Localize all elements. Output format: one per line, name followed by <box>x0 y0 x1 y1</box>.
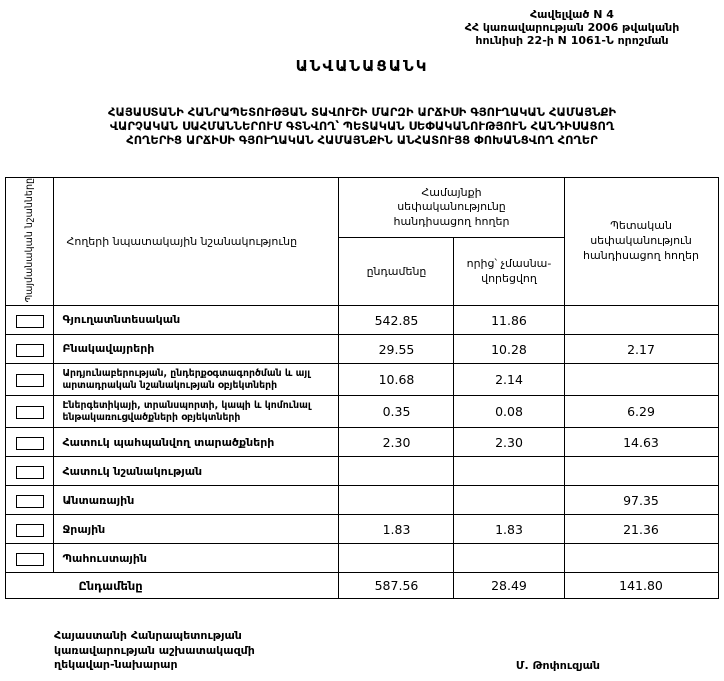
document-footer <box>0 629 724 672</box>
non-privatized-sum: 28.49 <box>454 573 564 599</box>
table-row <box>6 486 718 515</box>
legend-symbol-box <box>16 315 44 328</box>
non-privatized-value <box>454 486 564 515</box>
legend-symbol-box <box>16 495 44 508</box>
legend-symbol-box <box>16 524 44 537</box>
symbols-column-header <box>6 177 54 305</box>
signatory-name: Մ. Թոփուզյան <box>515 659 600 673</box>
symbol-cell <box>6 515 54 544</box>
subtitle-line-3: ՀՈՂԵՐԻՑ ԱՐՃԻՍԻ ԳՅՈՒՂԱԿԱՆ ՀԱՄԱՅՆՔԻՆ ԱՆՀԱՏՈՒՅՑ ՓՈԽԱՆՑՎՈՂ ՀՈՂԵՐ <box>126 132 598 147</box>
symbol-cell <box>6 306 54 335</box>
state-value <box>564 364 718 396</box>
legend-symbol-box <box>16 374 44 387</box>
community-total-value: 2.30 <box>339 428 454 457</box>
land-category-label: Ջրային <box>54 515 339 544</box>
community-total-value <box>339 457 454 486</box>
community-total-value <box>339 544 454 573</box>
appendix-note <box>446 8 698 48</box>
state-value <box>564 544 718 573</box>
symbols-column-header-label: Պայմանական նշանները <box>24 177 36 303</box>
table-row <box>6 335 718 364</box>
table-row <box>6 515 718 544</box>
document-subtitle <box>17 105 707 147</box>
land-transfer-table <box>5 177 718 600</box>
table-header-row-1 <box>6 177 718 238</box>
land-category-label: Էներգետիկայի, տրանսպորտի, կապի և կոմունալ ենթակառուցվածքների օբյեկտների <box>54 396 339 428</box>
non-privatized-value: 10.28 <box>454 335 564 364</box>
land-category-label: Արդյունաբերության, ընդերքօգտագործման և այլ արտադրական նշանակության օբյեկտների <box>54 364 339 396</box>
state-value: 6.29 <box>564 396 718 428</box>
legend-symbol-box <box>16 466 44 479</box>
community-total-value: 542.85 <box>339 306 454 335</box>
total-row-label: Ընդամենը <box>6 573 339 599</box>
land-category-label: Բնակավայրերի <box>54 335 339 364</box>
state-value <box>564 306 718 335</box>
legend-symbol-box <box>16 437 44 450</box>
symbol-cell <box>6 335 54 364</box>
symbol-cell <box>6 457 54 486</box>
purpose-column-header: Հողերի նպատակային նշանակությունը <box>54 177 339 305</box>
state-value: 21.36 <box>564 515 718 544</box>
symbol-cell <box>6 544 54 573</box>
non-privatized-value: 2.30 <box>454 428 564 457</box>
community-total-value: 0.35 <box>339 396 454 428</box>
community-total-value: 29.55 <box>339 335 454 364</box>
table-row <box>6 544 718 573</box>
signatory-title-line-3: ղեկավար-նախարար <box>54 658 178 672</box>
land-category-label: Պահուստային <box>54 544 339 573</box>
state-column-header: Պետական սեփականություն հանդիսացող հողեր <box>564 177 718 305</box>
state-sum: 141.80 <box>564 573 718 599</box>
subtitle-line-2: ՎԱՐՉԱԿԱՆ ՍԱՀՄԱՆՆԵՐՈՒՄ ԳՏՆՎՈՂ՝ ՊԵՏԱԿԱՆ ՍԵՓԱԿԱՆՈՒԹՅՈՒՆ ՀԱՆԴԻՍԱՑՈՂ <box>109 118 615 133</box>
page-title: ԱՆՎԱՆԱՑԱՆԿ <box>295 56 429 75</box>
non-privatized-value: 0.08 <box>454 396 564 428</box>
legend-symbol-box <box>16 344 44 357</box>
symbol-cell <box>6 428 54 457</box>
table-row <box>6 364 718 396</box>
land-category-label: Անտառային <box>54 486 339 515</box>
symbol-cell <box>6 396 54 428</box>
table-row <box>6 396 718 428</box>
non-privatized-value <box>454 544 564 573</box>
signatory-title-line-1: Հայաստանի Հանրապետության <box>54 629 242 643</box>
non-privatized-value: 1.83 <box>454 515 564 544</box>
non-privatized-value: 2.14 <box>454 364 564 396</box>
land-category-label: Հատուկ պահպանվող տարածքների <box>54 428 339 457</box>
land-category-label: Գյուղատնտեսական <box>54 306 339 335</box>
subtitle-line-1: ՀԱՅԱՍՏԱՆԻ ՀԱՆՐԱՊԵՏՈՒԹՅԱՆ ՏԱՎՈՒՇԻ ՄԱՐԶԻ ԱՐՃԻՍԻ ԳՅՈՒՂԱԿԱՆ ՀԱՄԱՅՆՔԻ <box>108 104 616 119</box>
state-value <box>564 457 718 486</box>
community-total-value: 1.83 <box>339 515 454 544</box>
total-row <box>6 573 718 599</box>
symbol-cell <box>6 486 54 515</box>
community-total-value <box>339 486 454 515</box>
non-privatized-value <box>454 457 564 486</box>
appendix-line-3: հունիսի 22-ի N 1061-Ն որոշման <box>475 34 669 48</box>
total-subheader: ընդամենը <box>339 238 454 306</box>
table-row <box>6 428 718 457</box>
community-group-header: Համայնքի սեփականությունը հանդիսացող հողեր <box>339 177 564 238</box>
community-total-sum: 587.56 <box>339 573 454 599</box>
land-category-label: Հատուկ նշանակության <box>54 457 339 486</box>
non-privatized-subheader: որից՝ չմասնա-վորեցվող <box>454 238 564 306</box>
state-value: 2.17 <box>564 335 718 364</box>
appendix-line-1: Հավելված N 4 <box>530 8 614 21</box>
table-row <box>6 306 718 335</box>
signatory-title-line-2: կառավարության աշխատակազմի <box>54 643 255 657</box>
legend-symbol-box <box>16 406 44 419</box>
table-row <box>6 457 718 486</box>
symbol-cell <box>6 364 54 396</box>
non-privatized-value: 11.86 <box>454 306 564 335</box>
state-value: 97.35 <box>564 486 718 515</box>
signatory-title <box>54 629 255 672</box>
legend-symbol-box <box>16 553 44 566</box>
community-total-value: 10.68 <box>339 364 454 396</box>
state-value: 14.63 <box>564 428 718 457</box>
appendix-line-2: ՀՀ կառավարության 2006 թվականի <box>464 21 680 35</box>
